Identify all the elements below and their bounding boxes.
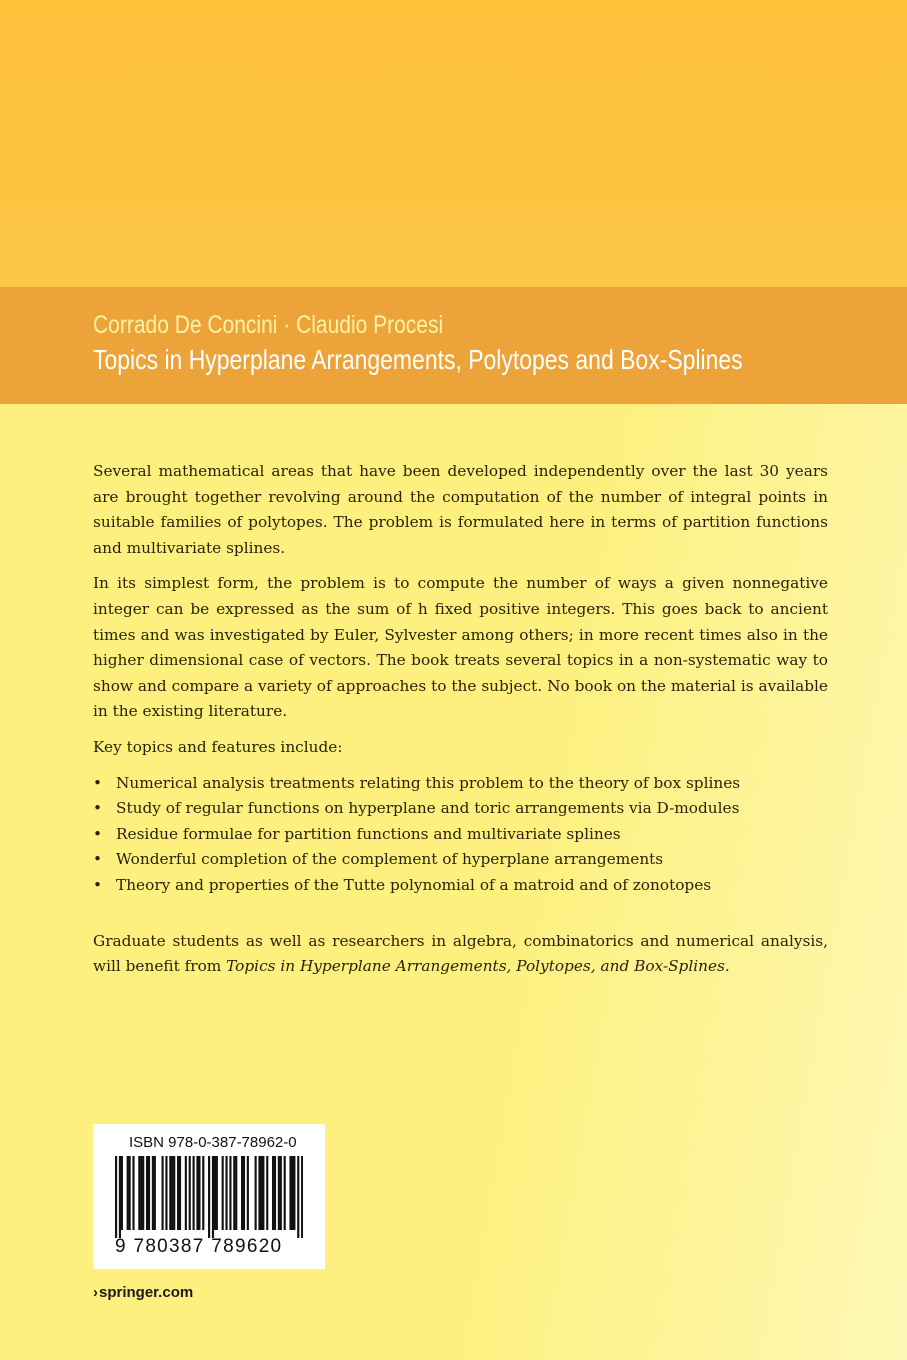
barcode-bar bbox=[214, 1156, 216, 1230]
barcode-bar bbox=[258, 1156, 260, 1230]
book-authors: Corrado De Concini · Claudio Procesi bbox=[93, 311, 444, 339]
description-paragraph-2: In its simplest form, the problem is to compute the number of ways a given nonnegative integer can be expressed as the sum of h fixed positive integers. This goes back to ancient times and was investigated by Euler, Sylvester among others; in more recent times also in the higher dimensional case of vectors. The book treats several topics in a non-systematic way to show and compare a variety of approaches to the subject. No book on the material is available in the existing literature. bbox=[93, 574, 828, 721]
barcode-bar bbox=[301, 1156, 303, 1238]
barcode-bar bbox=[255, 1156, 257, 1230]
barcode-bar bbox=[119, 1156, 121, 1238]
barcode-bar bbox=[293, 1156, 295, 1230]
barcode-bar bbox=[216, 1156, 218, 1230]
barcode-bar bbox=[140, 1156, 142, 1230]
barcode-bar bbox=[196, 1156, 198, 1230]
barcode-bar bbox=[222, 1156, 224, 1230]
barcode-bar bbox=[179, 1156, 181, 1230]
closing-paragraph bbox=[93, 929, 828, 980]
barcode-bar bbox=[127, 1156, 129, 1230]
key-topics-intro: Key topics and features include: bbox=[93, 737, 343, 756]
list-item bbox=[93, 873, 828, 899]
barcode-digits: 9 780387 789620 bbox=[115, 1236, 283, 1257]
barcode-bar bbox=[142, 1156, 144, 1230]
feature-text: Theory and properties of the Tutte polynomial of a matroid and of zonotopes bbox=[116, 875, 712, 894]
barcode-bar bbox=[169, 1156, 171, 1230]
barcode-bar bbox=[291, 1156, 293, 1230]
barcode-bar bbox=[202, 1156, 204, 1230]
list-item bbox=[93, 771, 828, 797]
barcode-bar bbox=[146, 1156, 148, 1230]
barcode-bar bbox=[272, 1156, 274, 1230]
bullet-icon: • bbox=[93, 850, 103, 869]
barcode-bar bbox=[189, 1156, 191, 1230]
barcode-bar bbox=[165, 1156, 167, 1230]
isbn-barcode-box bbox=[93, 1124, 325, 1269]
barcode-bar bbox=[229, 1156, 231, 1230]
barcode-bar bbox=[212, 1156, 214, 1238]
barcode-bar bbox=[132, 1156, 134, 1230]
publisher-site-label: springer.com bbox=[99, 1284, 194, 1301]
top-color-band bbox=[0, 0, 907, 287]
barcode-bar bbox=[266, 1156, 268, 1230]
barcode-bar bbox=[235, 1156, 237, 1230]
barcode-bar bbox=[185, 1156, 187, 1230]
barcode-bar bbox=[284, 1156, 286, 1230]
barcode-bar bbox=[280, 1156, 282, 1230]
barcode-bar bbox=[198, 1156, 200, 1230]
barcode-bars bbox=[115, 1156, 303, 1238]
feature-text: Numerical analysis treatments relating this problem to the theory of box splines bbox=[116, 773, 741, 792]
barcode-bar bbox=[193, 1156, 195, 1230]
barcode-bar bbox=[171, 1156, 173, 1230]
barcode-bar bbox=[152, 1156, 154, 1230]
book-title: Topics in Hyperplane Arrangements, Polytopes and Box-Splines bbox=[93, 344, 743, 375]
description-text bbox=[93, 459, 828, 990]
barcode-bar bbox=[297, 1156, 299, 1238]
barcode-bar bbox=[154, 1156, 156, 1230]
barcode-bar bbox=[121, 1156, 123, 1230]
barcode-bar bbox=[278, 1156, 280, 1230]
barcode-bar bbox=[262, 1156, 264, 1230]
bullet-icon: • bbox=[93, 799, 103, 818]
barcode-bar bbox=[289, 1156, 291, 1230]
list-item bbox=[93, 822, 828, 848]
chevron-right-icon: › bbox=[93, 1284, 98, 1301]
barcode-bar bbox=[247, 1156, 249, 1230]
barcode-bar bbox=[138, 1156, 140, 1230]
barcode-bar bbox=[177, 1156, 179, 1230]
list-item bbox=[93, 796, 828, 822]
bullet-icon: • bbox=[93, 773, 103, 792]
barcode-bar bbox=[162, 1156, 164, 1230]
barcode-bar bbox=[173, 1156, 175, 1230]
barcode-bar bbox=[243, 1156, 245, 1230]
list-item bbox=[93, 847, 828, 873]
bullet-icon: • bbox=[93, 875, 103, 894]
closing-book-title: Topics in Hyperplane Arrangements, Polytopes, and Box-Splines bbox=[226, 957, 725, 976]
barcode-bar bbox=[225, 1156, 227, 1230]
barcode-bar bbox=[260, 1156, 262, 1230]
barcode-bar bbox=[208, 1156, 210, 1238]
features-list bbox=[93, 771, 828, 899]
barcode-bar bbox=[274, 1156, 276, 1230]
feature-text: Residue formulae for partition functions and multivariate splines bbox=[116, 824, 621, 843]
barcode-bar bbox=[148, 1156, 150, 1230]
feature-text: Wonderful completion of the complement of hyperplane arrangements bbox=[116, 850, 664, 869]
closing-prefix: Graduate students as well as researchers in algebra, combinatorics and numerical analysis, will benefit from bbox=[93, 931, 828, 976]
barcode-bar bbox=[233, 1156, 235, 1230]
bullet-icon: • bbox=[93, 824, 103, 843]
description-paragraph-1: Several mathematical areas that have been developed independently over the last 30 years are brought together revolving around the computation of the number of integral points in suitable families of polytopes. The problem is formulated here in terms of partition functions and multivariate splines. bbox=[93, 462, 828, 557]
closing-suffix: . bbox=[724, 957, 730, 976]
barcode-bar bbox=[241, 1156, 243, 1230]
barcode-bar bbox=[115, 1156, 117, 1238]
feature-text: Study of regular functions on hyperplane and toric arrangements via D-modules bbox=[116, 799, 740, 818]
publisher-website[interactable] bbox=[93, 1284, 193, 1301]
isbn-label: ISBN 978-0-387-78962-0 bbox=[129, 1134, 297, 1151]
barcode-bar bbox=[129, 1156, 131, 1230]
